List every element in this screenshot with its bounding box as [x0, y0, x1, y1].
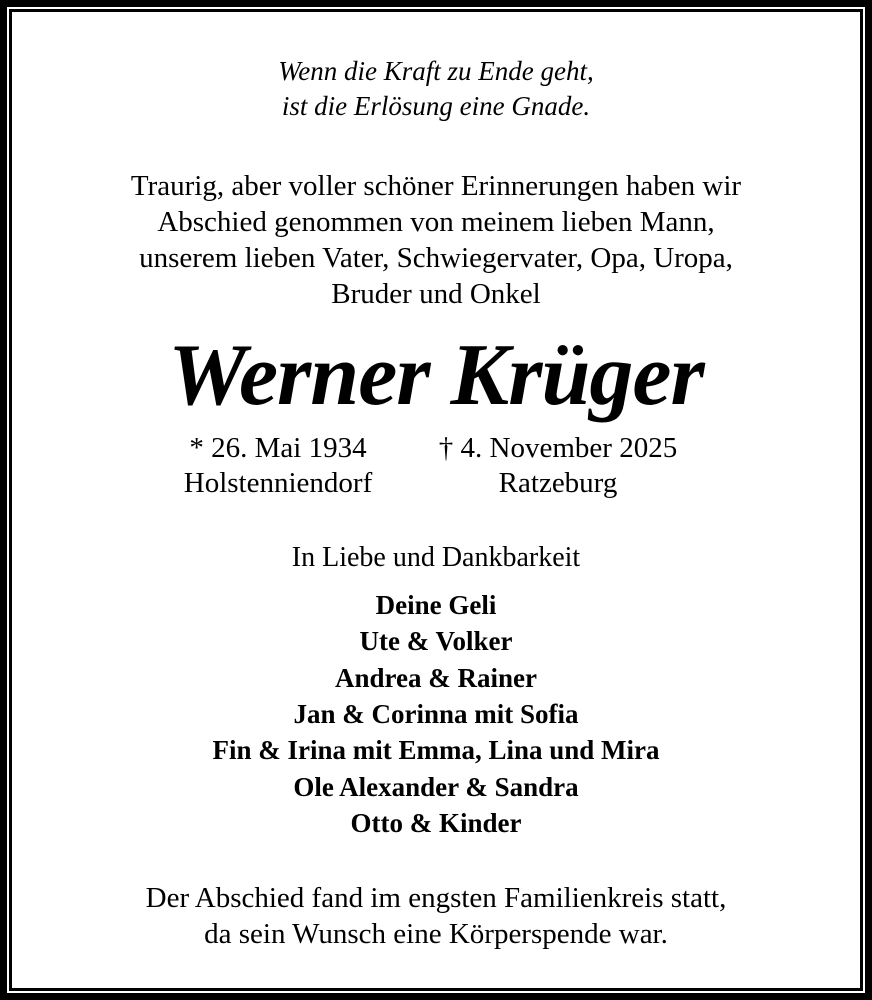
mourner: Ole Alexander & Sandra: [293, 772, 579, 802]
intro-line-3: unserem lieben Vater, Schwiegervater, Opa, Uropa,: [139, 242, 733, 274]
birth-date: * 26. Mai 1934: [189, 432, 367, 464]
motto-line-1: Wenn die Kraft zu Ende geht,: [278, 56, 594, 86]
mourner: Ute & Volker: [359, 626, 513, 656]
intro-line-1: Traurig, aber voller schöner Erinnerungen haben wir: [130, 170, 742, 202]
death-date: † 4. November 2025: [438, 432, 678, 464]
birth-place: Holstenniendorf: [183, 467, 373, 499]
death-place: Ratzeburg: [498, 467, 618, 499]
intro-line-4: Bruder und Onkel: [331, 278, 541, 310]
mourner: Fin & Irina mit Emma, Lina und Mira: [212, 735, 660, 765]
mourner: Andrea & Rainer: [335, 663, 537, 693]
mourner: Deine Geli: [375, 590, 497, 620]
inner-border-frame: [9, 9, 863, 991]
motto-line-2: ist die Erlösung eine Gnade.: [281, 91, 591, 121]
closing-line-2: da sein Wunsch eine Körperspende war.: [204, 918, 668, 950]
deceased-name: Werner Krüger: [168, 327, 704, 424]
dedication: In Liebe und Dankbarkeit: [291, 542, 581, 573]
intro-line-2: Abschied genommen von meinem lieben Mann,: [157, 206, 715, 238]
mourner: Jan & Corinna mit Sofia: [293, 699, 579, 729]
mourner: Otto & Kinder: [350, 808, 522, 838]
closing-line-1: Der Abschied fand im engsten Familienkreis statt,: [145, 882, 727, 914]
